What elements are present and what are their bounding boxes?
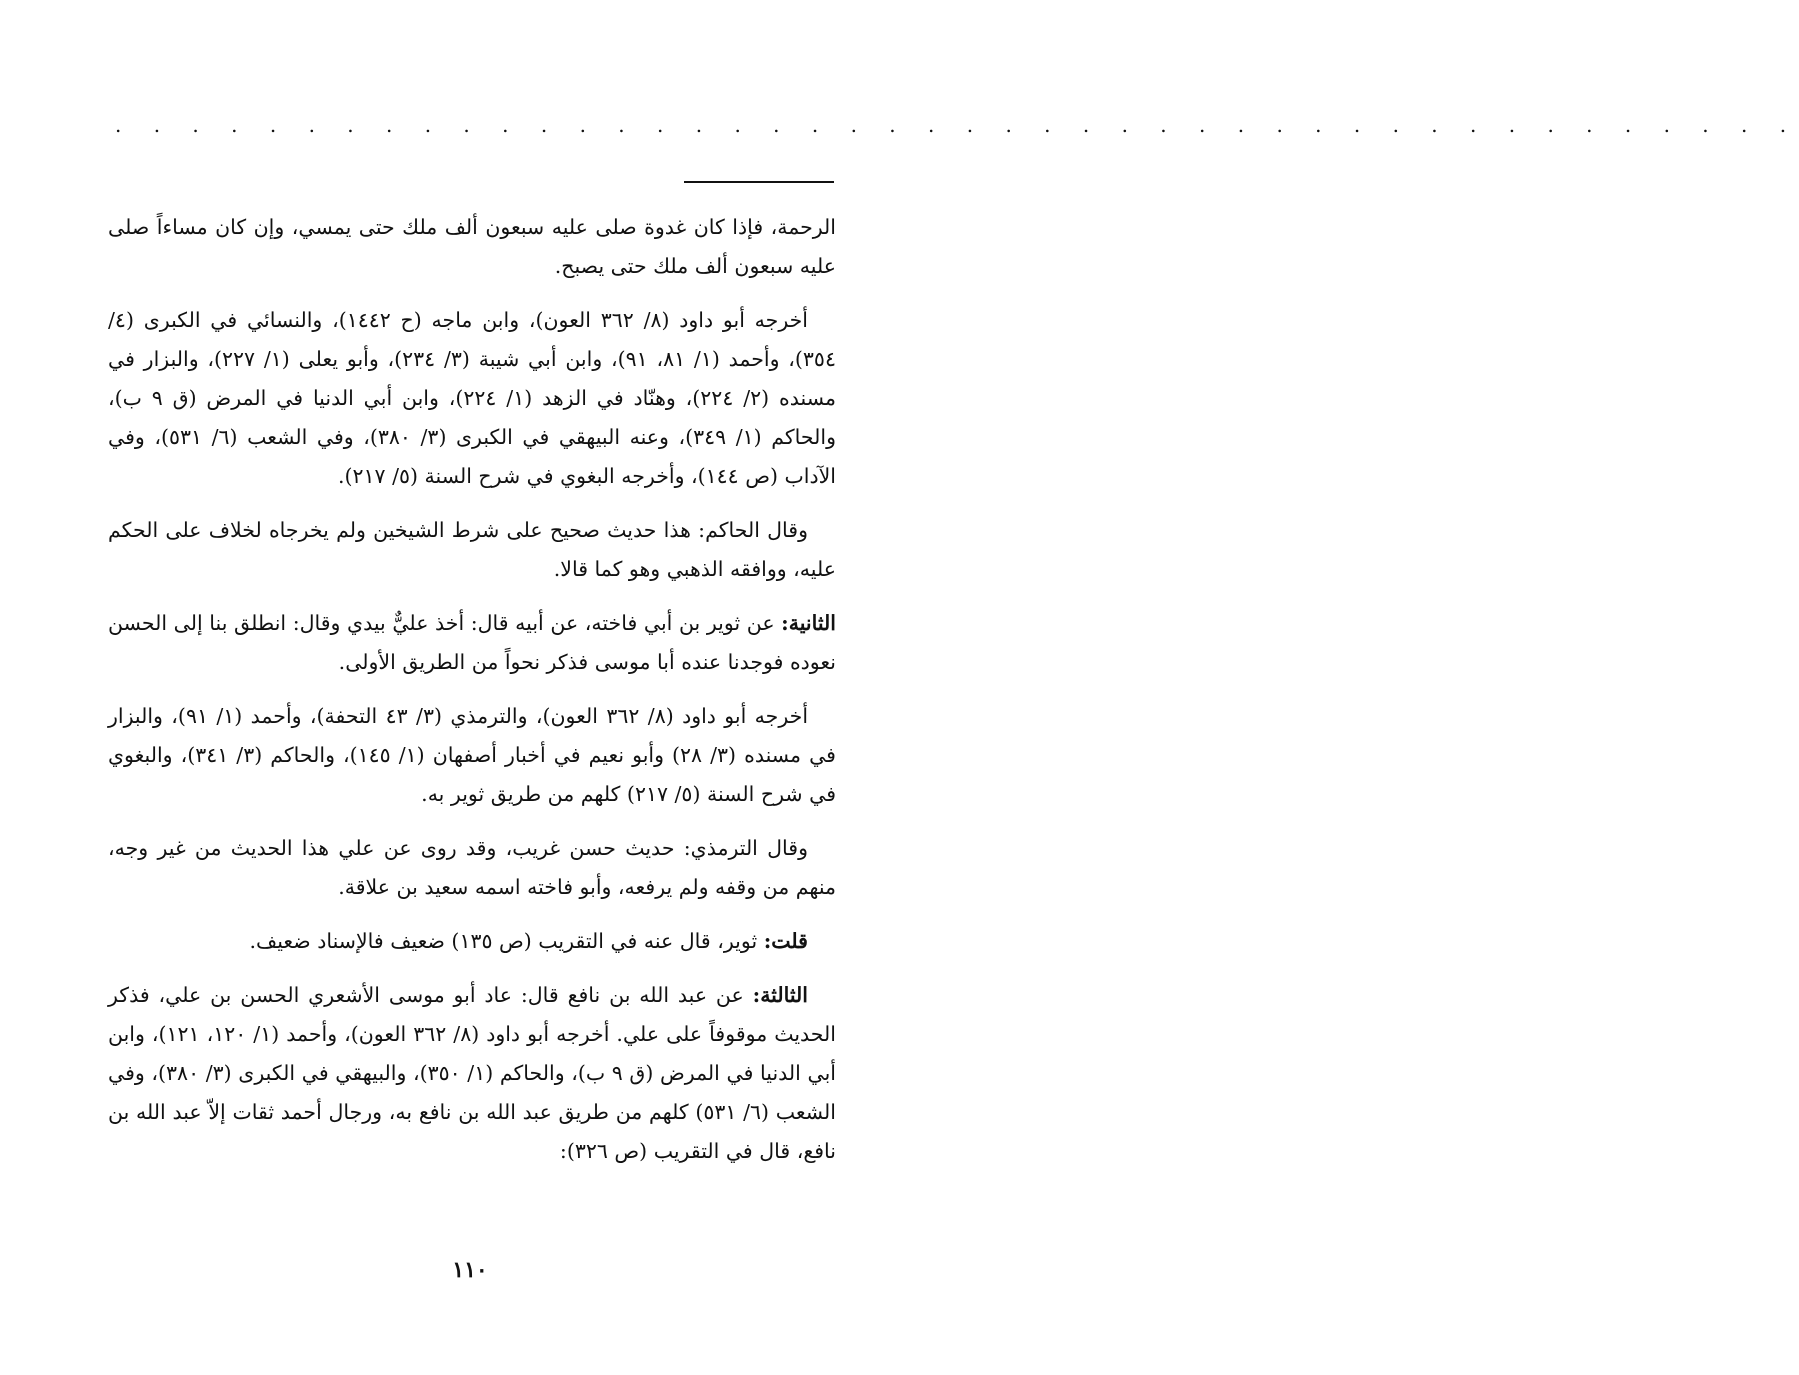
page-number: ١١٠ bbox=[452, 1257, 488, 1283]
paragraph-takhrij-1 bbox=[108, 301, 836, 496]
paragraph-text: أخرجه أبو داود (٨/ ٣٦٢ العون)، وابن ماجه (ح ١٤٤٢)، والنسائي في الكبرى (٤/ ٣٥٤)، وأحمد (١/ ٨١، ٩١)، وابن أبي شيبة (٣/ ٢٣٤)، وأبو يعلى (١/ ٢٢٧)، والبزار في مسنده (٢/ ٢٢٤)، وهنّاد في الزهد (١/ ٢٢٤)، وابن أبي الدنيا في المرض (ق ٩ ب)، والحاكم (١/ ٣٤٩)، وعنه البيهقي في الكبرى (٣/ ٣٨٠)، وفي الشعب (٦/ ٥٣١)، وفي الآداب (ص ١٤٤)، وأخرجه البغوي في شرح السنة (٥/ ٢١٧). bbox=[108, 308, 836, 488]
paragraph-text: عن عبد الله بن نافع قال: عاد أبو موسى الأشعري الحسن بن علي، فذكر الحديث موقوفاً على علي. أخرجه أبو داود (٨/ ٣٦٢ العون)، وأحمد (١/ ١٢٠، ١٢١)، وابن أبي الدنيا في المرض (ق ٩ ب)، والحاكم (١/ ٣٥٠)، والبيهقي في الكبرى (٣/ ٣٨٠)، وفي الشعب (٦/ ٥٣١) كلهم من طريق عبد الله بن نافع به، ورجال أحمد ثقات إلاّ عبد الله بن نافع، قال في التقريب (ص ٣٢٦): bbox=[108, 983, 836, 1163]
paragraph-hakim-comment bbox=[108, 511, 836, 589]
paragraph-text: وقال الحاكم: هذا حديث صحيح على شرط الشيخين ولم يخرجاه لخلاف على الحكم عليه، ووافقه الذهبي وهو كما قالا. bbox=[108, 518, 836, 581]
page-body bbox=[108, 208, 836, 1186]
footnote-rule bbox=[684, 181, 834, 183]
paragraph-continuation bbox=[108, 208, 836, 286]
dotted-separator: . . . . . . . . . . . . . . . . . . . . . . . . . . . . . . . . . . . . . . . . . . . . bbox=[115, 113, 1799, 137]
paragraph-third-route bbox=[108, 976, 836, 1171]
paragraph-lead: الثالثة: bbox=[752, 983, 808, 1007]
paragraph-text: أخرجه أبو داود (٨/ ٣٦٢ العون)، والترمذي (٣/ ٤٣ التحفة)، وأحمد (١/ ٩١)، والبزار في مسنده (٣/ ٢٨) وأبو نعيم في أخبار أصفهان (١/ ١٤٥)، والحاكم (٣/ ٣٤١)، والبغوي في شرح السنة (٥/ ٢١٧) كلهم من طريق ثوير به. bbox=[108, 704, 836, 806]
paragraph-lead: الثانية: bbox=[781, 611, 836, 635]
paragraph-author-note bbox=[108, 922, 836, 961]
paragraph-second-route bbox=[108, 604, 836, 682]
paragraph-text: ثوير، قال عنه في التقريب (ص ١٣٥) ضعيف فالإسناد ضعيف. bbox=[249, 929, 764, 953]
paragraph-text: الرحمة، فإذا كان غدوة صلى عليه سبعون ألف ملك حتى يمسي، وإن كان مساءاً صلى عليه سبعون ألف ملك حتى يصبح. bbox=[108, 215, 836, 278]
paragraph-text: عن ثوير بن أبي فاخته، عن أبيه قال: أخذ عليٌّ بيدي وقال: انطلق بنا إلى الحسن نعوده فوجدنا عنده أبا موسى فذكر نحواً من الطريق الأولى. bbox=[108, 611, 836, 674]
paragraph-lead: قلت: bbox=[763, 929, 808, 953]
paragraph-takhrij-2 bbox=[108, 697, 836, 814]
paragraph-text: وقال الترمذي: حديث حسن غريب، وقد روى عن علي هذا الحديث من غير وجه، منهم من وقفه ولم يرفعه، وأبو فاخته اسمه سعيد بن علاقة. bbox=[108, 836, 836, 899]
paragraph-tirmidhi-comment bbox=[108, 829, 836, 907]
